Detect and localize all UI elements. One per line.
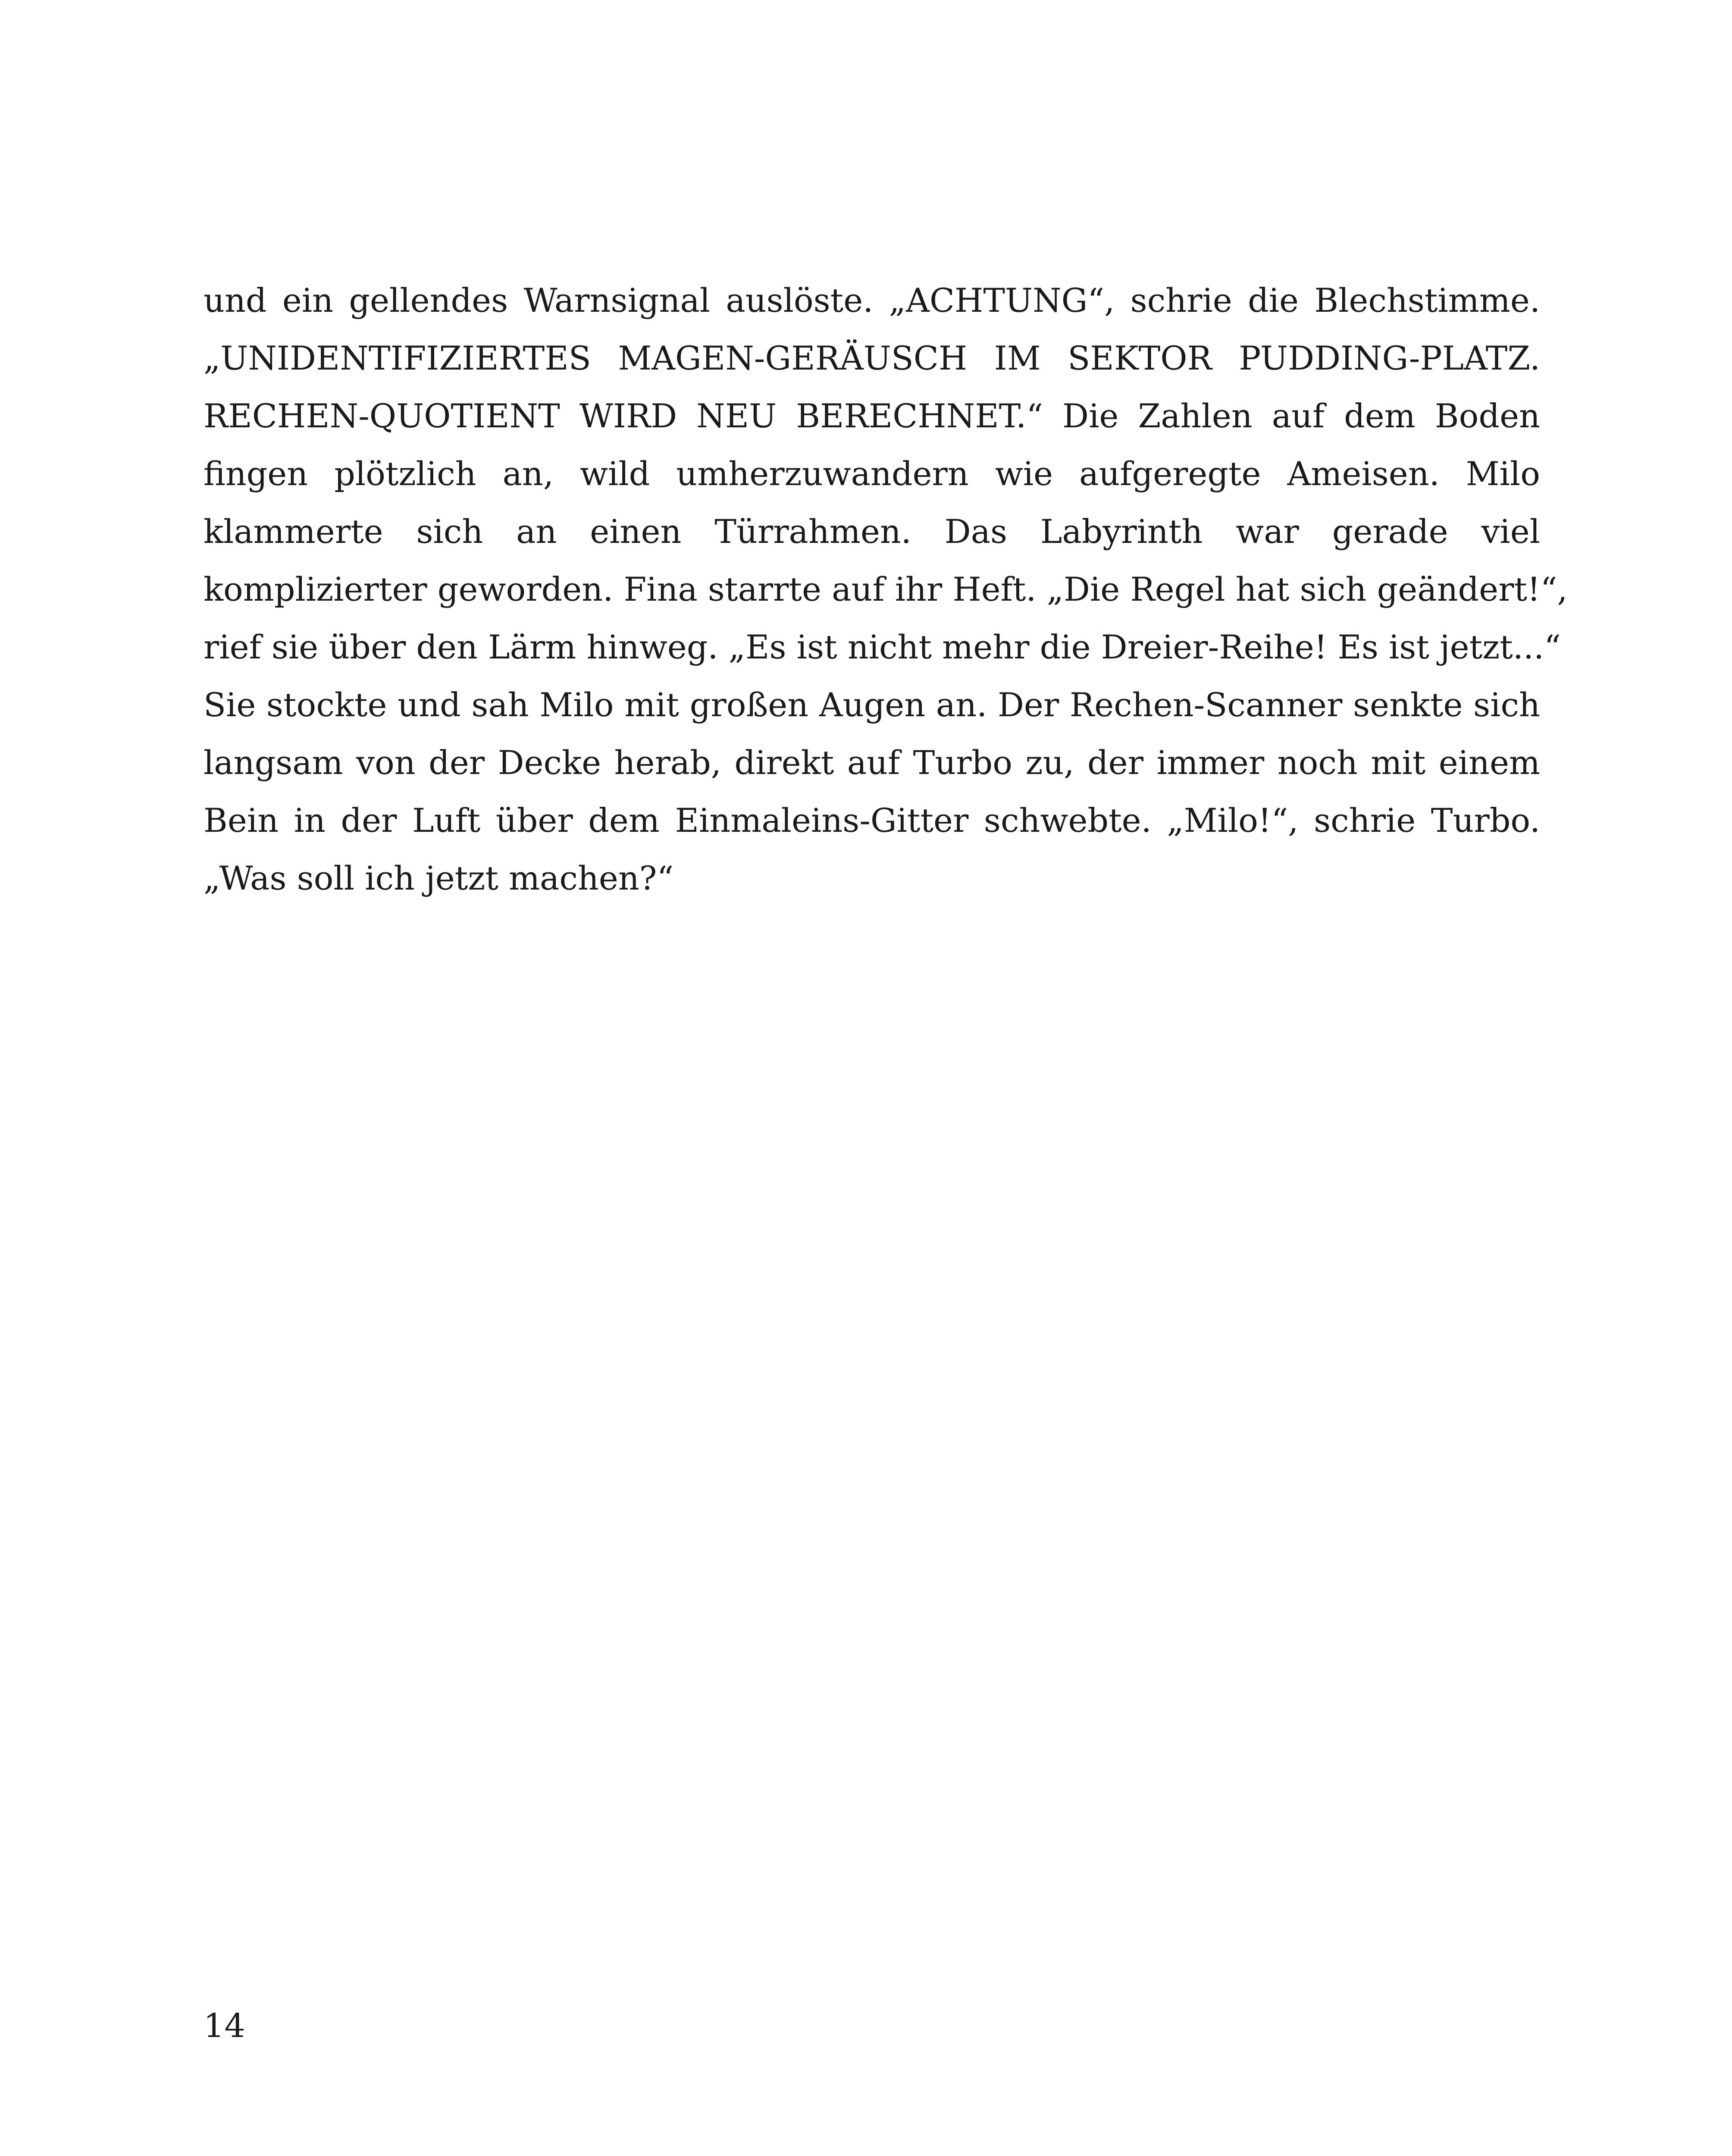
body-paragraph bbox=[204, 272, 1568, 907]
text-line: fingen plötzlich an, wild umherzuwandern wie aufgeregte Ameisen. Milo bbox=[204, 454, 1540, 493]
text-line: rief sie über den Lärm hinweg. „Es ist nicht mehr die Dreier-Reihe! Es ist jetzt...“ bbox=[204, 628, 1561, 666]
text-line: „UNIDENTIFIZIERTES MAGEN-GERÄUSCH IM SEKTOR PUDDING-PLATZ. bbox=[204, 339, 1540, 377]
text-line: „Was soll ich jetzt machen?“ bbox=[204, 859, 674, 897]
page-number: 14 bbox=[204, 2006, 245, 2045]
text-line: Bein in der Luft über dem Einmaleins-Gitter schwebte. „Milo!“, schrie Turbo. bbox=[204, 801, 1540, 840]
text-line: und ein gellendes Warnsignal auslöste. „ACHTUNG“, schrie die Blechstimme. bbox=[204, 281, 1540, 320]
text-line: komplizierter geworden. Fina starrte auf ihr Heft. „Die Regel hat sich geändert!“, bbox=[204, 570, 1568, 608]
text-line: RECHEN-QUOTIENT WIRD NEU BERECHNET.“ Die Zahlen auf dem Boden bbox=[204, 397, 1540, 435]
text-line: langsam von der Decke herab, direkt auf Turbo zu, der immer noch mit einem bbox=[204, 743, 1540, 782]
text-line: klammerte sich an einen Türrahmen. Das Labyrinth war gerade viel bbox=[204, 512, 1540, 551]
text-line: Sie stockte und sah Milo mit großen Augen an. Der Rechen-Scanner senkte sich bbox=[204, 686, 1540, 724]
